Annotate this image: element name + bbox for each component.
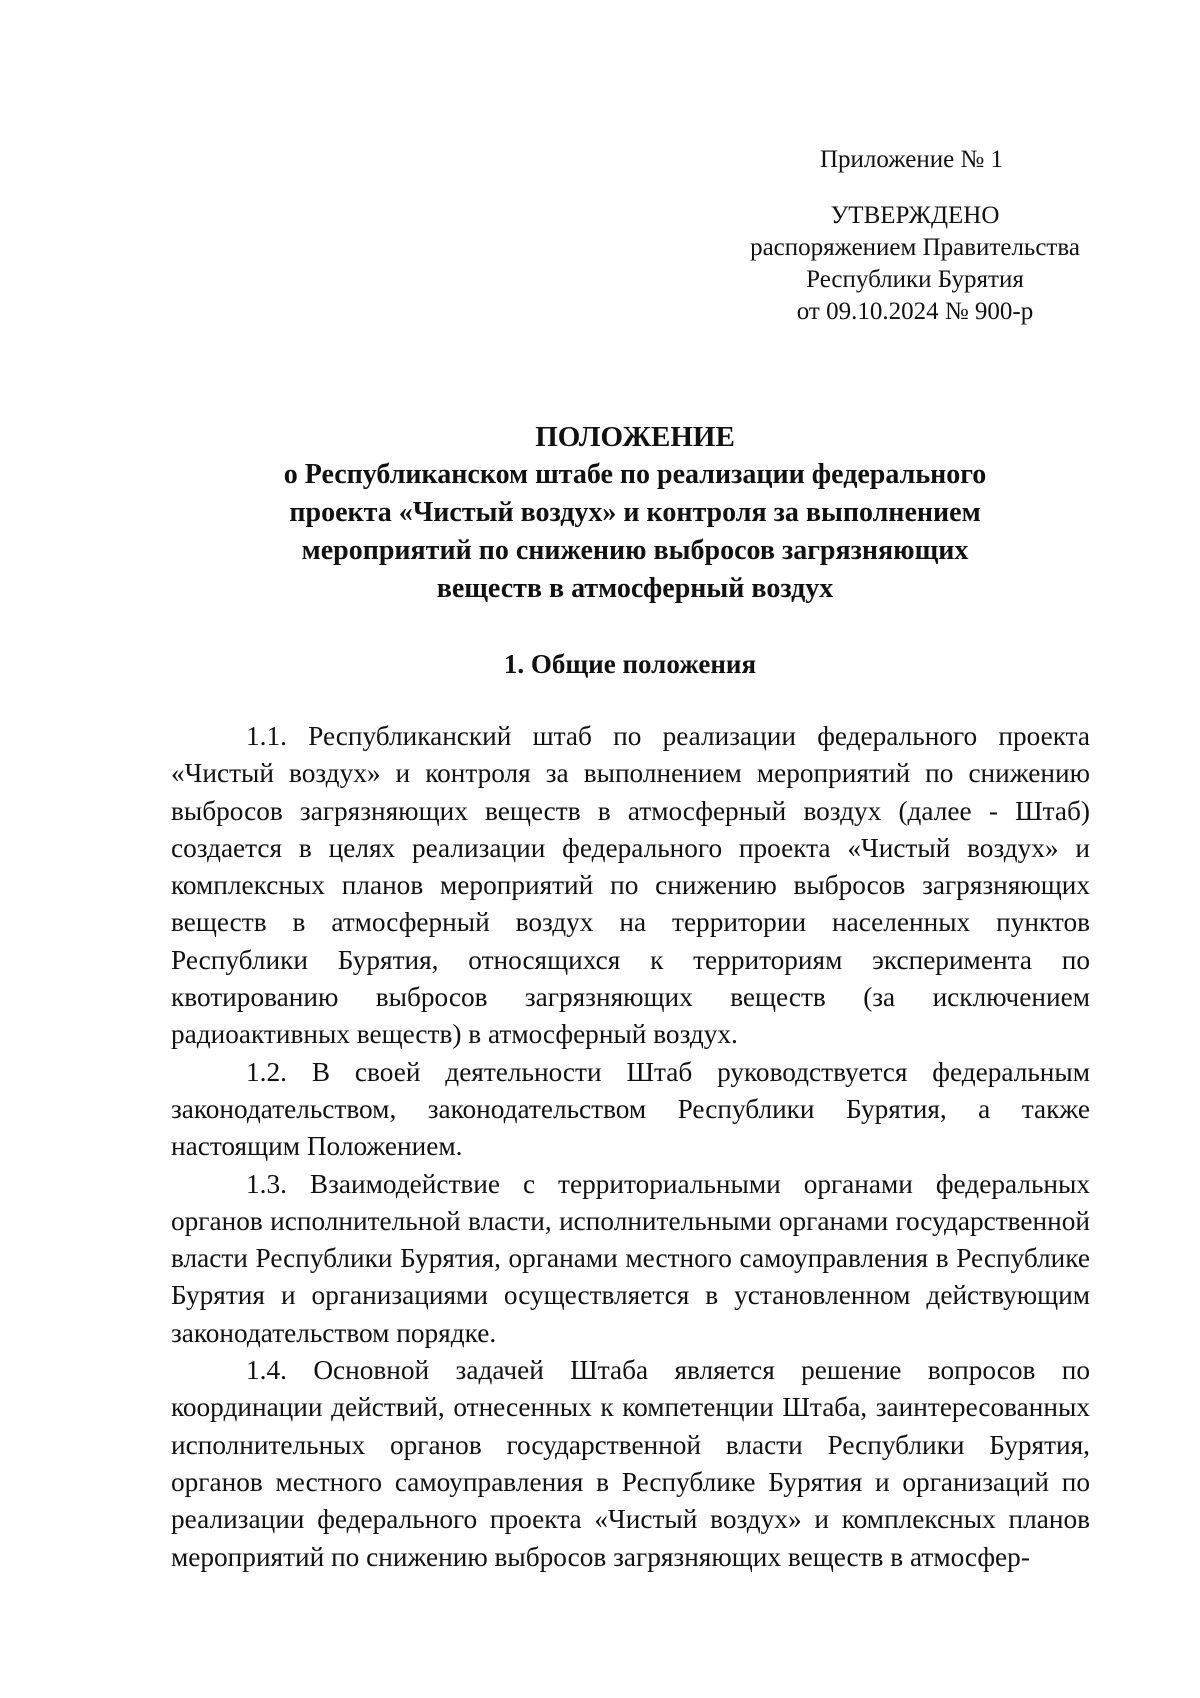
section-body (171, 718, 1090, 1576)
document-subtitle-line-4: веществ в атмосферный воздух (436, 573, 834, 604)
document-subtitle-line-2: проекта «Чистый воздух» и контроля за выполнением (289, 497, 981, 528)
document-title-block (160, 418, 1110, 608)
approval-region: Республики Бурятия (806, 266, 1024, 293)
paragraph-1-3: 1.3. Взаимодействие с территориальными органами федеральных органов исполнительной власти, исполнительными органами государственной власти Республики Бурятия, органами местного самоуправления в Республике Бурятия и организациями осуществляется в установленном действующим законодательством порядке. (171, 1168, 1090, 1348)
document-subtitle-line-3: мероприятий по снижению выбросов загрязняющих (301, 535, 969, 566)
paragraph-1-4: 1.4. Основной задачей Штаба является решение вопросов по координации действий, отнесенных к компетенции Штаба, заинтересованных исполнительных органов государственной власти Республики Бурятия, органов местного самоуправления в Республике Бурятия и организаций по реализации федерального проекта «Чистый воздух» и комплексных планов мероприятий по снижению выбросов загрязняющих веществ в атмосфер- (171, 1355, 1090, 1572)
approval-authority: распоряжением Правительства (750, 234, 1080, 261)
document-subtitle-line-1: о Республиканском штабе по реализации федерального (283, 459, 987, 490)
paragraph-1-2: 1.2. В своей деятельности Штаб руководствуется федеральным законодательством, законодательством Республики Бурятия, а также настоящим Положением. (171, 1056, 1090, 1162)
approval-date-number: от 09.10.2024 № 900-р (796, 298, 1034, 325)
section-heading: 1. Общие положения (503, 649, 757, 679)
document-title: ПОЛОЖЕНИЕ (535, 421, 735, 453)
appendix-label: Приложение № 1 (820, 146, 1004, 173)
approval-stamp-block (740, 200, 1090, 328)
approval-status: УТВЕРЖДЕНО (830, 202, 1000, 229)
paragraph-1-1: 1.1. Республиканский штаб по реализации федерального проекта «Чистый воздух» и контроля за выполнением мероприятий по снижению выбросов загрязняющих веществ в атмосферный воздух (далее - Штаб) создается в целях реализации федерального проекта «Чистый воздух» и комплексных планов мероприятий по снижению выбросов загрязняющих веществ в атмосферный воздух на территории населенных пунктов Республики Бурятия, относящихся к территориям эксперимента по квотированию выбросов загрязняющих веществ (за исключением радиоактивных веществ) в атмосферный воздух. (171, 721, 1090, 1050)
